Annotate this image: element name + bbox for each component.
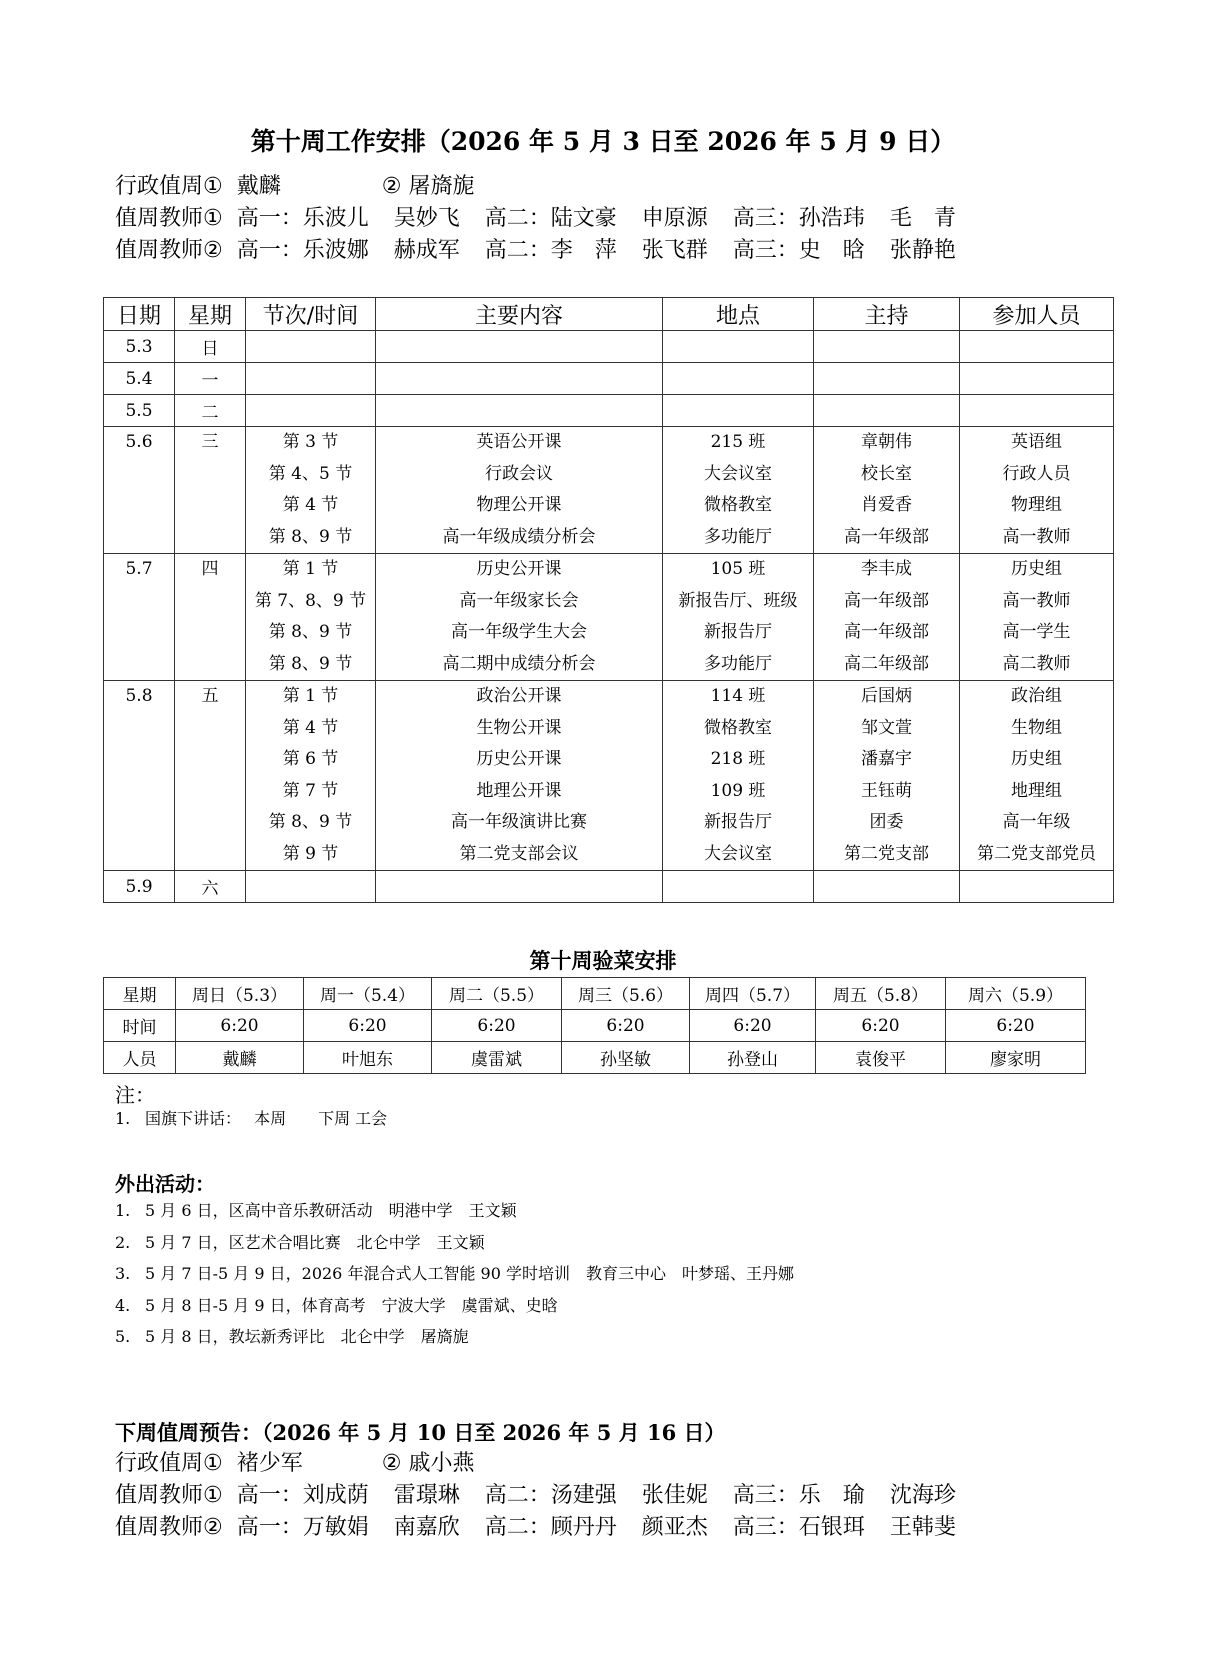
schedule-location-cell xyxy=(663,871,814,903)
list-item xyxy=(115,1103,387,1135)
veg-cell: 戴麟 xyxy=(176,1042,304,1074)
schedule-day-row xyxy=(104,395,1114,427)
schedule-content: 政治公开课 xyxy=(476,686,562,706)
notes-list xyxy=(115,1103,387,1135)
list-item xyxy=(115,1321,794,1353)
schedule-weekday: 六 xyxy=(201,879,219,899)
veg-cell: 叶旭东 xyxy=(304,1042,432,1074)
schedule-day-row xyxy=(104,554,1114,681)
schedule-location: 微格教室 xyxy=(704,495,772,515)
schedule-participants: 第二党支部党员 xyxy=(977,843,1096,864)
schedule-host: 高一年级部 xyxy=(844,622,929,642)
schedule-participants: 高二教师 xyxy=(1002,653,1071,674)
schedule-location: 新报告厅 xyxy=(704,812,772,832)
schedule-content: 高二期中成绩分析会 xyxy=(442,653,596,674)
next-admin-duty-2: ② 戚小燕 xyxy=(381,1451,475,1476)
schedule-location: 109 班 xyxy=(710,780,766,801)
schedule-period-cell xyxy=(246,331,376,363)
veg-cell: 6:20 xyxy=(690,1010,816,1042)
schedule-weekday: 五 xyxy=(201,686,219,706)
schedule-day-row xyxy=(104,871,1114,903)
schedule-location: 215 班 xyxy=(710,432,766,452)
schedule-weekday-cell xyxy=(175,554,246,681)
veg-cell: 人员 xyxy=(104,1042,176,1074)
schedule-participants: 高一年级 xyxy=(1002,812,1071,832)
schedule-period-cell xyxy=(246,427,376,554)
list-item-text: 5 月 7 日，区艺术合唱比赛 北仑中学 王文颖 xyxy=(145,1232,485,1252)
veg-cell: 周一（5.4） xyxy=(304,978,432,1010)
teacher-duty-entry: 高三：史 晗 xyxy=(732,238,865,263)
schedule-host: 高一年级部 xyxy=(844,526,929,547)
schedule-participants-cell xyxy=(960,395,1114,427)
veg-cell: 袁俊平 xyxy=(816,1042,946,1074)
teacher-duty-entry: 高一：万敏娟 xyxy=(236,1515,369,1540)
next-teacher-duty-2-line xyxy=(115,1512,956,1544)
outings-heading: 外出活动： xyxy=(115,1172,215,1196)
schedule-participants: 高一学生 xyxy=(1002,622,1071,642)
schedule-host-cell xyxy=(814,395,960,427)
schedule-weekday: 一 xyxy=(201,371,219,391)
schedule-location-cell xyxy=(663,395,814,427)
veg-cell: 6:20 xyxy=(432,1010,562,1042)
schedule-period: 第 9 节 xyxy=(282,843,339,864)
schedule-host: 高一年级部 xyxy=(844,590,929,611)
schedule-content-cell xyxy=(376,871,663,903)
teacher-duty-1-label: 值周教师① xyxy=(115,206,223,231)
schedule-content-cell xyxy=(376,395,663,427)
schedule-content: 高一年级家长会 xyxy=(459,590,579,611)
schedule-content-cell xyxy=(376,427,663,554)
veg-title: 第十周验菜安排 xyxy=(529,949,677,973)
schedule-period-cell xyxy=(246,871,376,903)
schedule-location-cell xyxy=(663,554,814,681)
veg-cell: 周二（5.5） xyxy=(432,978,562,1010)
schedule-host-cell xyxy=(814,331,960,363)
schedule-host-cell xyxy=(814,681,960,871)
schedule-host: 高二年级部 xyxy=(844,653,929,674)
schedule-period: 第 8、9 节 xyxy=(268,812,353,832)
list-item-text: 5 月 8 日，教坛新秀评比 北仑中学 屠旖旎 xyxy=(145,1327,469,1346)
veg-cell: 6:20 xyxy=(176,1010,304,1042)
schedule-participants: 政治组 xyxy=(1011,686,1062,706)
schedule-weekday-cell xyxy=(175,871,246,903)
schedule-host: 邹文萱 xyxy=(861,717,912,738)
teacher-duty-entry: 沈海珍 xyxy=(889,1483,956,1508)
teacher-duty-entry: 高二：汤建强 xyxy=(484,1483,617,1508)
header-participants: 参加人员 xyxy=(960,298,1114,331)
schedule-period: 第 4、5 节 xyxy=(268,463,353,484)
schedule-date: 5.5 xyxy=(125,400,153,421)
list-item xyxy=(115,1290,794,1322)
schedule-content: 高一年级学生大会 xyxy=(451,622,587,642)
veg-cell: 周五（5.8） xyxy=(816,978,946,1010)
schedule-participants: 高一教师 xyxy=(1002,526,1071,547)
header-period: 节次/时间 xyxy=(246,298,376,331)
schedule-content-cell xyxy=(376,554,663,681)
schedule-period: 第 8、9 节 xyxy=(268,653,353,674)
teacher-duty-entry: 毛 青 xyxy=(889,206,956,231)
veg-cell: 时间 xyxy=(104,1010,176,1042)
schedule-host: 章朝伟 xyxy=(861,432,912,452)
schedule-table xyxy=(103,297,1114,903)
header-host: 主持 xyxy=(814,298,960,331)
teacher-duty-entry: 高二：顾丹丹 xyxy=(484,1515,617,1540)
schedule-date-cell xyxy=(104,363,175,395)
schedule-host: 肖爱香 xyxy=(861,495,912,515)
schedule-period: 第 8、9 节 xyxy=(268,622,353,642)
schedule-host: 校长室 xyxy=(861,463,912,484)
schedule-date: 5.6 xyxy=(125,432,153,452)
schedule-location: 新报告厅、班级 xyxy=(678,590,798,611)
teacher-duty-entry: 高三：孙浩玮 xyxy=(732,206,865,231)
schedule-host-cell xyxy=(814,554,960,681)
header-weekday: 星期 xyxy=(175,298,246,331)
schedule-weekday-cell xyxy=(175,681,246,871)
veg-cell: 6:20 xyxy=(946,1010,1086,1042)
veg-cell: 廖家明 xyxy=(946,1042,1086,1074)
schedule-host-cell xyxy=(814,427,960,554)
schedule-date: 5.8 xyxy=(125,686,153,706)
schedule-period: 第 1 节 xyxy=(282,559,339,579)
teacher-duty-entry: 高三：乐 瑜 xyxy=(732,1483,865,1508)
veg-cell: 周四（5.7） xyxy=(690,978,816,1010)
teacher-duty-1-line xyxy=(115,203,956,235)
schedule-weekday-cell xyxy=(175,363,246,395)
next-teacher-duty-1-line xyxy=(115,1480,956,1512)
teacher-duty-2-line xyxy=(115,235,956,267)
schedule-content: 历史公开课 xyxy=(476,559,562,579)
schedule-host: 第二党支部 xyxy=(844,843,929,864)
schedule-participants: 生物组 xyxy=(1011,717,1062,738)
schedule-participants: 物理组 xyxy=(1011,495,1062,515)
schedule-period-cell xyxy=(246,363,376,395)
page-title: 第十周工作安排（2026 年 5 月 3 日至 2026 年 5 月 9 日） xyxy=(250,127,956,156)
admin-duty-line xyxy=(115,171,474,203)
schedule-date-cell xyxy=(104,871,175,903)
schedule-participants: 英语组 xyxy=(1011,432,1062,452)
schedule-date-cell xyxy=(104,554,175,681)
schedule-location-cell xyxy=(663,681,814,871)
schedule-host: 王钰萌 xyxy=(861,780,912,801)
schedule-participants: 历史组 xyxy=(1011,559,1062,579)
teacher-duty-entry: 赫成军 xyxy=(393,238,460,263)
schedule-host: 团委 xyxy=(869,812,904,832)
schedule-participants: 地理组 xyxy=(1011,780,1062,801)
teacher-duty-entry: 张飞群 xyxy=(641,238,708,263)
list-item xyxy=(115,1195,794,1227)
veg-cell: 6:20 xyxy=(304,1010,432,1042)
schedule-location: 多功能厅 xyxy=(704,653,772,674)
schedule-content: 英语公开课 xyxy=(476,432,562,452)
header-content: 主要内容 xyxy=(376,298,663,331)
next-teacher-duty-2-label: 值周教师② xyxy=(115,1515,223,1540)
schedule-content: 第二党支部会议 xyxy=(459,843,579,864)
teacher-duty-entry: 高二：陆文豪 xyxy=(484,206,617,231)
schedule-weekday: 四 xyxy=(201,559,219,579)
schedule-host: 后国炳 xyxy=(861,686,912,706)
notes-heading: 注： xyxy=(115,1083,155,1107)
next-week-heading: 下周值周预告：（2026 年 5 月 10 日至 2026 年 5 月 16 日） xyxy=(115,1420,726,1445)
schedule-period-cell xyxy=(246,395,376,427)
schedule-location: 大会议室 xyxy=(704,843,772,864)
veg-cell: 星期 xyxy=(104,978,176,1010)
schedule-participants: 行政人员 xyxy=(1002,463,1071,484)
schedule-content: 高一年级成绩分析会 xyxy=(442,526,596,547)
schedule-participants-cell xyxy=(960,554,1114,681)
schedule-period: 第 7 节 xyxy=(282,780,339,801)
schedule-participants: 历史组 xyxy=(1011,749,1062,769)
schedule-date: 5.7 xyxy=(125,559,153,579)
schedule-location: 多功能厅 xyxy=(704,526,772,547)
schedule-date: 5.4 xyxy=(125,368,153,389)
teacher-duty-entry: 张佳妮 xyxy=(641,1483,708,1508)
schedule-date-cell xyxy=(104,331,175,363)
schedule-location: 114 班 xyxy=(710,686,766,706)
teacher-duty-entry: 王韩斐 xyxy=(889,1515,956,1540)
outings-list xyxy=(115,1195,794,1353)
veg-cell: 周六（5.9） xyxy=(946,978,1086,1010)
veg-header-row xyxy=(104,978,1086,1010)
list-item-text: 5 月 7 日-5 月 9 日，2026 年混合式人工智能 90 学时培训 教育三中心 叶梦瑶、王丹娜 xyxy=(145,1264,794,1283)
schedule-day-row xyxy=(104,427,1114,554)
schedule-period-cell xyxy=(246,554,376,681)
schedule-day-row xyxy=(104,363,1114,395)
schedule-location: 大会议室 xyxy=(704,463,772,484)
schedule-host: 潘嘉宇 xyxy=(861,749,912,769)
schedule-day-row xyxy=(104,331,1114,363)
schedule-content: 生物公开课 xyxy=(476,717,562,738)
list-item-number: 5. xyxy=(115,1327,131,1346)
schedule-host: 李丰成 xyxy=(861,559,912,579)
admin-duty-2: ② 屠旖旎 xyxy=(381,174,475,199)
schedule-participants-cell xyxy=(960,427,1114,554)
schedule-participants-cell xyxy=(960,681,1114,871)
teacher-duty-entry: 张静艳 xyxy=(889,238,956,263)
next-admin-duty-line xyxy=(115,1448,474,1480)
schedule-date-cell xyxy=(104,395,175,427)
veg-cell: 6:20 xyxy=(562,1010,690,1042)
list-item-number: 4. xyxy=(115,1295,131,1315)
schedule-location: 新报告厅 xyxy=(704,622,772,642)
schedule-day-row xyxy=(104,681,1114,871)
schedule-weekday-cell xyxy=(175,395,246,427)
veg-cell: 虞雷斌 xyxy=(432,1042,562,1074)
list-item-number: 2. xyxy=(115,1232,131,1252)
schedule-period: 第 7、8、9 节 xyxy=(254,590,367,611)
schedule-participants-cell xyxy=(960,871,1114,903)
schedule-weekday: 日 xyxy=(201,339,219,359)
schedule-content: 历史公开课 xyxy=(476,749,562,769)
schedule-location: 105 班 xyxy=(710,559,766,579)
teacher-duty-entry: 申原源 xyxy=(641,206,708,231)
schedule-content: 地理公开课 xyxy=(476,780,562,801)
next-admin-duty-label: 行政值周① xyxy=(115,1451,223,1476)
next-teacher-duty-1-label: 值周教师① xyxy=(115,1483,223,1508)
teacher-duty-entry: 南嘉欣 xyxy=(393,1515,460,1540)
schedule-period: 第 4 节 xyxy=(282,717,339,738)
schedule-date-cell xyxy=(104,681,175,871)
list-item-number: 1. xyxy=(115,1201,131,1220)
schedule-period: 第 3 节 xyxy=(282,432,339,452)
schedule-period: 第 6 节 xyxy=(282,749,339,769)
admin-duty-label: 行政值周① xyxy=(115,174,223,199)
schedule-period: 第 1 节 xyxy=(282,686,339,706)
schedule-date: 5.9 xyxy=(125,876,153,897)
schedule-period: 第 8、9 节 xyxy=(268,526,353,547)
schedule-participants: 高一教师 xyxy=(1002,590,1071,611)
veg-cell: 周三（5.6） xyxy=(562,978,690,1010)
veg-cell: 孙登山 xyxy=(690,1042,816,1074)
schedule-content: 物理公开课 xyxy=(476,495,562,515)
teacher-duty-entry: 高二：李 萍 xyxy=(484,238,617,263)
header-date: 日期 xyxy=(104,298,175,331)
veg-cell: 6:20 xyxy=(816,1010,946,1042)
veg-table xyxy=(103,977,1086,1074)
list-item xyxy=(115,1258,794,1290)
list-item-text: 国旗下讲话： 本周 下周 工会 xyxy=(145,1109,388,1128)
veg-cell: 周日（5.3） xyxy=(176,978,304,1010)
header-location: 地点 xyxy=(663,298,814,331)
schedule-location: 218 班 xyxy=(710,749,766,769)
schedule-weekday: 二 xyxy=(201,403,219,423)
schedule-content: 高一年级演讲比赛 xyxy=(451,812,587,832)
list-item-text: 5 月 8 日-5 月 9 日，体育高考 宁波大学 虞雷斌、史晗 xyxy=(145,1295,558,1315)
list-item xyxy=(115,1227,794,1259)
schedule-participants-cell xyxy=(960,363,1114,395)
teacher-duty-entry: 颜亚杰 xyxy=(641,1515,708,1540)
schedule-content-cell xyxy=(376,681,663,871)
schedule-date-cell xyxy=(104,427,175,554)
list-item-number: 3. xyxy=(115,1264,131,1283)
schedule-location: 微格教室 xyxy=(704,717,772,738)
list-item-text: 5 月 6 日，区高中音乐教研活动 明港中学 王文颖 xyxy=(145,1201,517,1220)
veg-time-row xyxy=(104,1010,1086,1042)
schedule-date: 5.3 xyxy=(125,336,153,357)
schedule-host-cell xyxy=(814,363,960,395)
schedule-host-cell xyxy=(814,871,960,903)
veg-cell: 孙坚敏 xyxy=(562,1042,690,1074)
schedule-location-cell xyxy=(663,427,814,554)
list-item-number: 1. xyxy=(115,1109,131,1128)
schedule-location-cell xyxy=(663,363,814,395)
schedule-period-cell xyxy=(246,681,376,871)
teacher-duty-entry: 雷璟琳 xyxy=(393,1483,460,1508)
schedule-weekday: 三 xyxy=(201,432,219,452)
schedule-weekday-cell xyxy=(175,331,246,363)
schedule-content-cell xyxy=(376,363,663,395)
schedule-participants-cell xyxy=(960,331,1114,363)
veg-people-row xyxy=(104,1042,1086,1074)
teacher-duty-entry: 高一：乐波儿 xyxy=(236,206,369,231)
admin-duty-1: 戴麟 xyxy=(236,174,281,199)
schedule-content-cell xyxy=(376,331,663,363)
teacher-duty-entry: 吴妙飞 xyxy=(393,206,460,231)
teacher-duty-entry: 高一：刘成荫 xyxy=(236,1483,369,1508)
teacher-duty-entry: 高三：石银珥 xyxy=(732,1515,865,1540)
next-admin-duty-1: 褚少军 xyxy=(236,1451,303,1476)
teacher-duty-entry: 高一：乐波娜 xyxy=(236,238,369,263)
schedule-content: 行政会议 xyxy=(485,463,553,484)
teacher-duty-2-label: 值周教师② xyxy=(115,238,223,263)
schedule-weekday-cell xyxy=(175,427,246,554)
schedule-period: 第 4 节 xyxy=(282,495,339,515)
schedule-location-cell xyxy=(663,331,814,363)
schedule-header-row xyxy=(104,298,1114,331)
